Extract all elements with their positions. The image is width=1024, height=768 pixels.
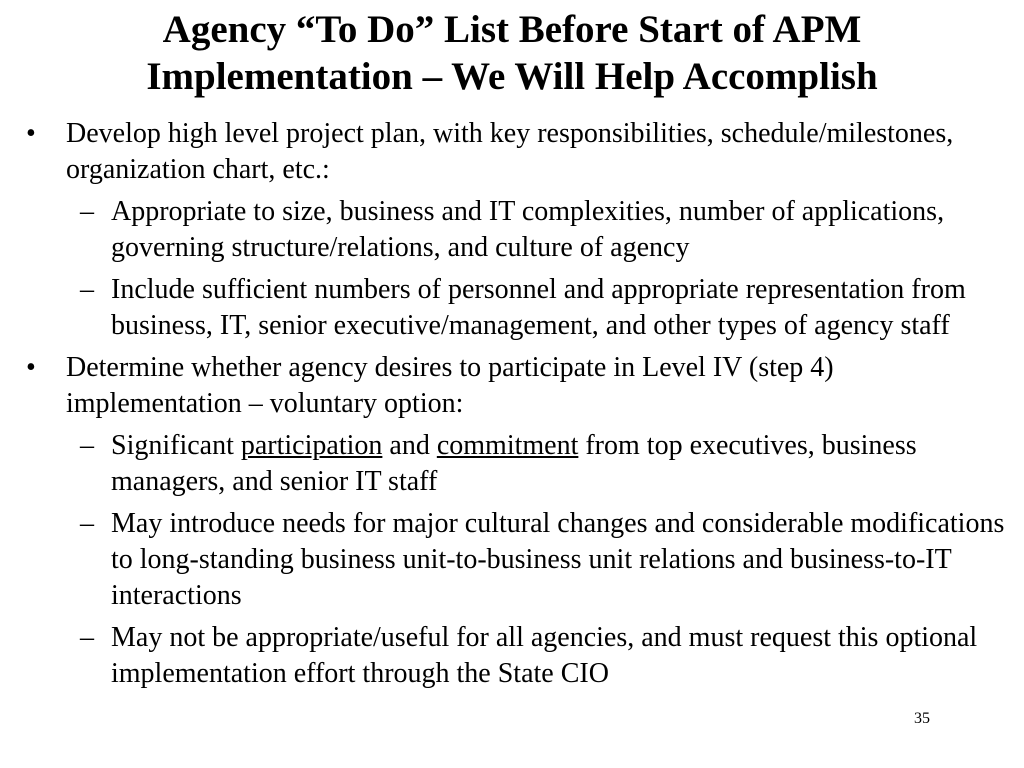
bullet-marker: •	[26, 118, 36, 149]
underlined-commitment: commitment	[436, 430, 579, 461]
subbullet-cultural-changes	[0, 506, 1024, 614]
subbullet-text	[111, 430, 917, 497]
bullet-project-plan	[0, 116, 1024, 188]
bullet-level-iv	[0, 350, 1024, 422]
dash-marker: –	[80, 622, 94, 653]
subbullet-text: May not be appropriate/useful for all agencies, and must request this optional implementation effort through the State CIO	[111, 622, 978, 689]
text-segment: from top executives, business managers, and senior IT staff	[111, 430, 917, 497]
text-segment: and	[382, 430, 437, 461]
subbullet-appropriate-size	[0, 194, 1024, 266]
bullet-marker: •	[26, 352, 36, 383]
underlined-participation: participation	[240, 430, 383, 461]
subbullet-text: Appropriate to size, business and IT complexities, number of applications, governing structure/relations, and culture of agency	[111, 196, 945, 263]
bullet-text: Develop high level project plan, with key responsibilities, schedule/milestones, organization chart, etc.:	[66, 118, 954, 185]
subbullet-sufficient-personnel	[0, 272, 1024, 344]
slide-title	[0, 6, 1024, 100]
page-number: 35	[914, 710, 930, 727]
text-segment: Significant	[111, 430, 241, 461]
subbullet-text: May introduce needs for major cultural changes and considerable modifications to long-standing business unit-to-business unit relations and business-to-IT interactions	[111, 508, 1005, 611]
title-line-1: Agency “To Do” List Before Start of APM	[162, 8, 862, 51]
dash-marker: –	[80, 274, 94, 305]
dash-marker: –	[80, 196, 94, 227]
bullet-text: Determine whether agency desires to participate in Level IV (step 4) implementation – voluntary option:	[66, 352, 834, 419]
subbullet-participation-commitment	[0, 428, 1024, 500]
dash-marker: –	[80, 430, 94, 461]
slide-body	[0, 116, 1024, 698]
subbullet-not-appropriate	[0, 620, 1024, 692]
dash-marker: –	[80, 508, 94, 539]
title-line-2: Implementation – We Will Help Accomplish	[146, 55, 878, 98]
subbullet-text: Include sufficient numbers of personnel and appropriate representation from business, IT, senior executive/management, and other types of agency staff	[111, 274, 966, 341]
